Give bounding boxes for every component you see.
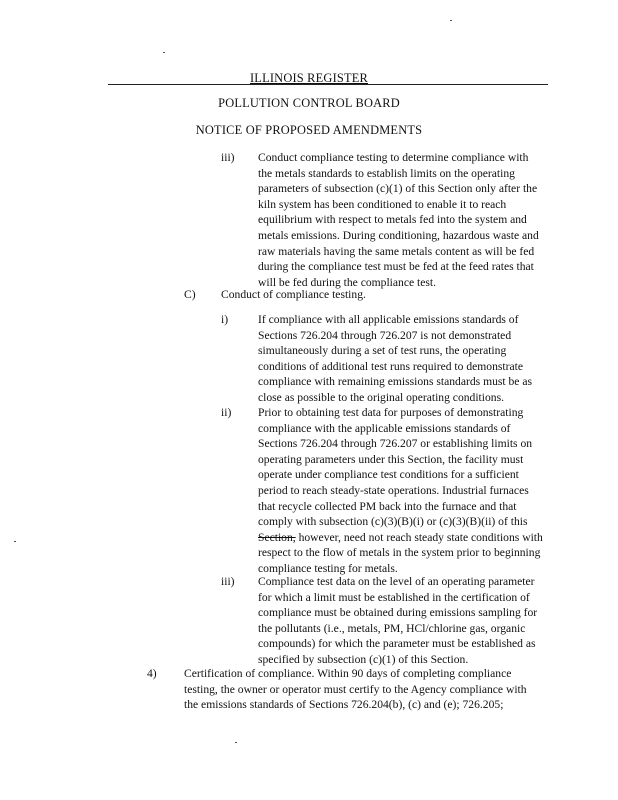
text-line: Certification of compliance. Within 90 days of completing compliance [184, 667, 512, 680]
board-title: POLLUTION CONTROL BOARD [218, 96, 400, 110]
text-line: specified by subsection (c)(1) of this Section. [258, 652, 469, 666]
text-line: compliance testing for metals. [258, 561, 398, 575]
text-line: for which a limit must be established in the certification of [258, 590, 530, 604]
item-c-i-label: i) [221, 313, 229, 326]
text-line: operating parameters under this Section, the facility must [258, 452, 524, 466]
text-line: the emissions standards of Sections 726.204(b), (c) and (e); 726.205; [184, 698, 504, 712]
text-line: kiln system has been conditioned to enable it to reach [258, 197, 507, 211]
text-fragment: however, need not reach steady state conditions with [295, 530, 543, 544]
text-line: Conduct compliance testing to determine compliance with [258, 151, 529, 164]
item-c-iii-label: iii) [221, 575, 235, 588]
text-line: compliance with the applicable emissions standards of [258, 421, 511, 435]
text-line: simultaneously during a set of test runs, the operating [258, 344, 507, 358]
text-line: Compliance test data on the level of an operating parameter [258, 575, 535, 588]
text-line: parameters of subsection (c)(1) of this Section only after the [258, 182, 538, 196]
text-line: during the compliance test must be fed at the feed rates that [258, 260, 534, 274]
item-iii-top-text [258, 150, 539, 290]
text-line: period to reach steady-state operations. Industrial furnaces [258, 483, 529, 497]
text-line: the metals standards to establish limits on the operating [258, 166, 515, 180]
text-line: raw materials having the same metals content as will be fed [258, 244, 535, 258]
header-rule [108, 84, 548, 85]
item-4-text [184, 666, 527, 713]
item-c-heading: Conduct of compliance testing. [221, 288, 366, 301]
text-line: Sections 726.204 through 726.207 is not demonstrated [258, 328, 512, 342]
struck-text: Section, [258, 530, 296, 544]
text-line: operate under compliance test conditions for a sufficient [258, 468, 519, 482]
register-title: ILLINOIS REGISTER [249, 71, 368, 85]
text-line: equilibrium with respect to metals fed into the system and [258, 213, 527, 227]
scan-speck [450, 20, 452, 21]
item-c-label: C) [184, 288, 196, 301]
text-line: Sections 726.204 through 726.207 or establishing limits on [258, 437, 533, 451]
text-line: compliance must be obtained during emissions sampling for [258, 606, 538, 620]
text-line: close as possible to the original operating conditions. [258, 390, 504, 404]
item-c-iii-text [258, 574, 537, 668]
scan-speck [163, 52, 165, 53]
item-iii-top-label: iii) [221, 151, 235, 164]
text-line-with-strike [258, 530, 543, 546]
text-line: testing, the owner or operator must certify to the Agency compliance with [184, 682, 527, 696]
text-line: comply with subsection (c)(3)(B)(i) or (c)(3)(B)(ii) of this [258, 515, 528, 529]
text-line: the pollutants (i.e., metals, PM, HCl/chlorine gas, organic [258, 621, 526, 635]
item-c-ii-text [258, 405, 543, 577]
scan-speck [14, 541, 16, 542]
text-line: will be fed during the compliance test. [258, 275, 437, 289]
text-line: compounds) for which the parameter must be established as [258, 637, 536, 651]
text-line: compliance with remaining emissions standards must be as [258, 375, 533, 389]
text-line: metals emissions. During conditioning, hazardous waste and [258, 228, 539, 242]
item-c-i-text [258, 312, 532, 406]
item-c-ii-label: ii) [221, 406, 232, 419]
scan-speck [235, 742, 237, 743]
text-line: Prior to obtaining test data for purposes of demonstrating [258, 406, 524, 419]
text-line: respect to the flow of metals in the system prior to beginning [258, 546, 541, 560]
item-4-label: 4) [147, 667, 157, 680]
notice-title: NOTICE OF PROPOSED AMENDMENTS [195, 123, 423, 137]
text-line: conditions of additional test runs required to demonstrate [258, 359, 523, 373]
text-line: If compliance with all applicable emissions standards of [258, 313, 519, 326]
text-line: that recycle collected PM back into the furnace and that [258, 499, 517, 513]
